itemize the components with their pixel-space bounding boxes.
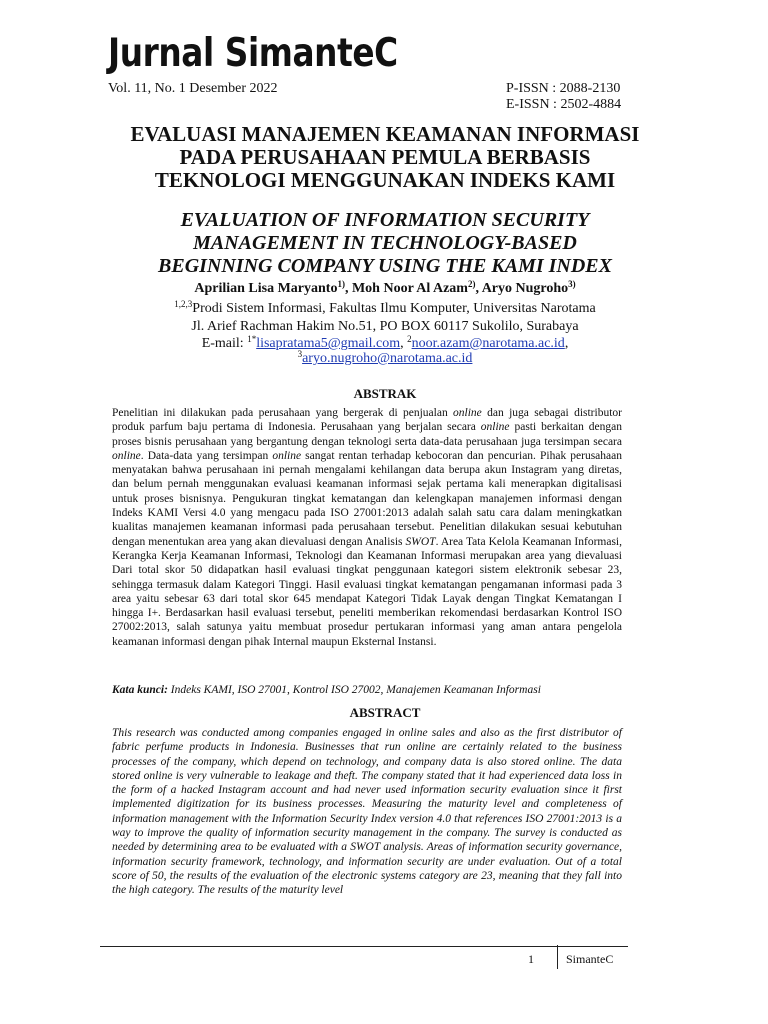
abstrak-run: sangat rentan terhadap kebocoran dan pencurian. Pihak perusahaan menyatakan bahwa perusahaan ini pernah mengalami kehilangan data berupa akun Instagram yang diretas, dan belum pernah menggunakan evaluasi keamanan informasi sejak pertama kali menerapkan digitalisasi untuk proses bisnisnya. Pengukuran tingkat kematangan dan kelengkapan manajemen informasi dengan Indeks KAMI Versi 4.0 yang mengacu pada ISO 27001:2013 adalah salah satu cara dalam meningkatkan kualitas manajemen keamanan informasi pada perusahaan tersebut. Penelitian dilakukan sesuai kebutuhan dengan menentukan area yang akan dievaluasi dengan Analisis — [112, 449, 622, 548]
email-line-2 — [100, 351, 670, 366]
affiliation-sup: 1,2,3 — [174, 299, 193, 309]
abstrak-italic: online — [112, 449, 141, 462]
footer-divider — [100, 946, 628, 947]
abstract-heading: ABSTRACT — [349, 705, 421, 720]
abstrak-run: . Area Tata Kelola Keamanan Informasi, Kerangka Kerja Keamanan Informasi, Teknologi dan Keamanan Informasi merupakan area yang dievaluasi Dari total skor 50 didapatkan hasil evaluasi tingkat penggunaan kategori sistem elektronik sebesar 23, sehingga termasuk dalam Kategori Tinggi. Hasil evaluasi tingkat kematangan pengamanan informasi pada 3 area yaitu sebesar 63 dari total skor 645 mendapat Kategori Tidak Layak dengan Tingkat Kematangan I hingga I+. Berdasarkan hasil evaluasi tersebut, peneliti memberikan rekomendasi berdasarkan Kontrol ISO 27002:2013, salah satunya yaitu membuat prosedur pertukaran informasi yang aman antara pengelola keamanan informasi dengan pihak Internal maupun Eksternal Instansi. — [112, 535, 623, 648]
email-sup: 1* — [247, 334, 257, 344]
author-name: Aprilian Lisa Maryanto — [194, 281, 338, 296]
abstrak-heading: ABSTRAK — [353, 386, 417, 401]
title-en-line: BEGINNING COMPANY USING THE KAMI INDEX — [158, 255, 612, 277]
title-en-line: MANAGEMENT IN TECHNOLOGY-BASED — [193, 232, 577, 254]
abstrak-run: dan juga sebagai distributor produk parfum baju pertama di Indonesia. Perusahaan yang berjalan secara — [112, 407, 622, 434]
footer-separator — [557, 945, 558, 969]
affiliation-text: Prodi Sistem Informasi, Fakultas Ilmu Komputer, Universitas Narotama — [192, 301, 596, 316]
affiliation-address: Jl. Arief Rachman Hakim No.51, PO BOX 60117 Sukolilo, Surabaya — [191, 319, 579, 334]
title-english — [100, 209, 670, 278]
email-separator: , — [400, 336, 408, 351]
email-sup: 3 — [297, 349, 303, 359]
email-block — [100, 336, 670, 366]
abstrak-run: . Data-data yang tersimpan — [140, 449, 273, 462]
email-label: E-mail: — [201, 336, 248, 351]
title-id-line: PADA PERUSAHAAN PEMULA BERBASIS — [179, 145, 591, 169]
abstrak-italic: online — [272, 449, 302, 462]
author-list — [100, 281, 670, 297]
author-sup: 1) — [337, 279, 345, 289]
title-id-line: EVALUASI MANAJEMEN KEAMANAN INFORMASI — [130, 122, 640, 146]
e-issn: E-ISSN : 2502-4884 — [506, 97, 622, 112]
p-issn: P-ISSN : 2088-2130 — [506, 81, 621, 96]
page-number: 1 — [528, 952, 534, 966]
abstract-text: This research was conducted among companies engaged in online sales and also as the first distributor of fabric perfume products in Indonesia. Businesses that run online are certainly related to the business processes of the company, which depend on technology, and company data is also stored online. The data stored online is very vulnerable to leakage and theft. The company stated that it had experienced data loss in the form of a hacked Instagram account and had never used information security evaluation since it first implemented digitization for its business processes. Measuring the maturity level and completeness of information management with the Information Security Index version 4.0 that references ISO 27001:2013 is a way to improve the quality of information security management in the company. The survey is conducted as needed by determining area to be evaluated with a SWOT analysis. Areas of information security governance, information security framework, technology, and information security are under evaluation. Out of a total score of 50, the results of the evaluation of the electronic systems category are 23, meaning that they fall into the high category. The results of the maturity level — [112, 727, 622, 897]
abstrak-italic: online — [480, 421, 510, 434]
keywords-label: Kata kunci: — [112, 684, 168, 696]
author-name: , Aryo Nugroho — [475, 281, 569, 296]
abstrak-run: pasti berkaitan dengan proses bisnis perusahaan yang bergantung dengan teknologi serta data-data perusahaan juga tersimpan secara — [112, 421, 623, 448]
email-link[interactable]: noor.azam@narotama.ac.id — [411, 336, 565, 351]
volume-info: Vol. 11, No. 1 Desember 2022 — [108, 81, 278, 96]
footer-journal-name: SimanteC — [566, 952, 614, 966]
title-en-line: EVALUATION OF INFORMATION SECURITY — [180, 209, 590, 231]
author-sup: 3) — [568, 279, 576, 289]
email-link[interactable]: aryo.nugroho@narotama.ac.id — [302, 351, 473, 366]
title-id-line: TEKNOLOGI MENGGUNAKAN INDEKS KAMI — [154, 168, 616, 192]
keywords — [112, 684, 652, 696]
abstrak-italic: online — [453, 407, 482, 419]
journal-masthead: Jurnal SimanteC — [108, 31, 398, 76]
affiliation-line — [100, 300, 670, 318]
affiliation — [100, 300, 670, 336]
email-link[interactable]: lisapratama5@gmail.com — [256, 336, 401, 351]
abstrak-text — [112, 406, 622, 649]
email-line-1 — [100, 336, 670, 351]
abstrak-italic: SWOT — [405, 535, 436, 548]
author-name: , Moh Noor Al Azam — [344, 281, 468, 296]
email-sup: 2 — [407, 334, 412, 344]
author-sup: 2) — [467, 279, 476, 289]
email-separator: , — [564, 336, 569, 351]
abstrak-run: Penelitian ini dilakukan pada perusahaan yang bergerak di penjualan — [112, 407, 454, 419]
keywords-text: Indeks KAMI, ISO 27001, Kontrol ISO 27002, Manajemen Keamanan Informasi — [167, 684, 541, 696]
issn-block — [506, 81, 621, 113]
title-indonesian — [100, 123, 670, 192]
